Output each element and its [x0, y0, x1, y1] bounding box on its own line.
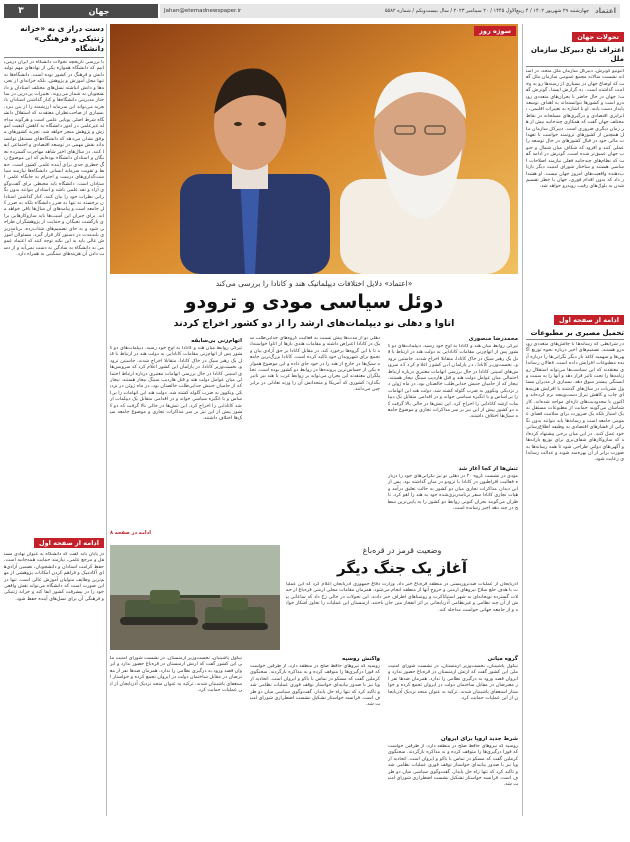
main-subhead: اتاوا و دهلی نو دیپلمات‌های ارشد را از دو کشور اخراج کردند [173, 318, 455, 329]
date-bar [160, 4, 620, 18]
date-line: چهارشنبه ۲۹ شهریور ۱۴۰۲ / ۴ ربیع‌الاول ۱۴۴۵ / ۲۰ سپتامبر ۲۰۲۳ / سال بیست‌ویکم / شماره ۵۵۸۲ [384, 8, 590, 14]
main-kicker: «اعتماد» دلایل اختلافات دیپلماتیک هند و کانادا را بررسی می‌کند [215, 279, 413, 288]
main-headline: دوئل سیاسی مودی و ترودو [184, 291, 444, 313]
right-column [526, 24, 624, 814]
main-body-1: تیرگی روابط میان هند و کانادا به اوج خود رسید. دیپلمات‌های دو کشور پس از اتهام‌زنی مقامات کانادایی به دولت هند در ارتباط با قتل یک رهبر سیک در خاک کانادا، متقابلا اخراج شدند. جاستین ترودو، نخست‌وزیر کانادا، در پارلمان این کشور اعلام کرد که سرویس‌های امنیتی کانادا در حال بررسی اتهامات معتبری درباره ارتباط احتمالی میان عوامل دولت هند و قتل هاردیپ سینگ نیجار هستند. نیجار که از حامیان جنبش جدایی‌طلب خالصتان بود، در ماه ژوئن در نزدیکی ونکوور به ضرب گلوله کشته شد. دولت هند این اتهامات را بی‌اساس و با انگیزه سیاسی خواند و در اقدامی متقابل یک دیپلمات ارشد کانادایی را اخراج کرد. این تنش‌ها در حالی بالا گرفت که دو کشور پیش از این نیز بر سر مذاکرات تجاری و موضوع جامعه سیک‌ها اختلاف داشتند. [388, 344, 518, 420]
page-number-box [4, 4, 38, 18]
column-rule [106, 24, 107, 816]
photo-tag: سوژه روز [474, 26, 516, 36]
column-rule [522, 24, 523, 816]
lower-col-2 [250, 656, 380, 816]
lower-sub-3: شرط جدید اروپا برای ایروان [441, 736, 518, 742]
divider [526, 339, 624, 340]
photo-illustration [110, 24, 518, 274]
main-body-2: دهلی نو از مدت‌ها پیش نسبت به فعالیت گروه‌های جدایی‌طلب سیک در کانادا اعتراض داشته و مقامات هندی بارها از اتاوا خواسته‌اند تا با این گروه‌ها برخورد کند. در مقابل کانادا بر حق آزادی بیان و تجمع برای شهروندان خود تاکید کرده است. کانادا بزرگ‌ترین جامعه سیک‌ها در خارج از هند را در خود جای داده و این موضوع همواره یکی از حساس‌ترین پرونده‌ها در روابط دو کشور بوده است. تحلیلگران معتقدند این بحران می‌تواند بر روابط غرب با هند نیز تاثیر بگذارد؛ کشوری که آمریکا و متحدانش آن را وزنه تعادلی در برابر چین می‌دانند. [250, 336, 380, 393]
mid-heading-2: تنش‌ها از کجا آغاز شد [458, 466, 518, 472]
mid-heading-1: اتهام‌زنی بی‌سابقه [191, 338, 242, 344]
main-body-3: مودی در نشست گروه ۲۰ در دهلی نو نیز نگرانی‌های خود را درباره فعالیت افراطیون در کانادا با ترودو در میان گذاشته بود. پس از این دیدار، مذاکرات تجاری میان دو کشور به حالت تعلیق درآمد و هیات تجاری کانادا سفر برنامه‌ریزی‌شده خود به هند را لغو کرد. ناظران می‌گویند بحران کنونی روابط دو کشور را به پایین‌ترین سطح در چند دهه اخیر رسانده است. [388, 474, 518, 512]
lower-body-b: نیکول پاشینیان، نخست‌وزیر ارمنستان، در نشست شورای امنیت ملی این کشور گفت که ارتش ارمنستان در قره‌باغ حضور ندارد و ایروان قصد ورود به درگیری نظامی را ندارد. همزمان صدها نفر از معترضان در مقابل ساختمان دولت در ایروان تجمع کرده و خواستار استعفای پاشینیان شدند. ترکیه به عنوان متحد نزدیک آذربایجان از این عملیات حمایت کرد. [388, 664, 518, 702]
left-text: با بررسی تاریخچه تحولات دانشگاه در ایران درمی‌یابیم که دانشگاه همواره یکی از نهادهای مهم تولید دانش و فرهنگ در کشور بوده است. دانشگاه‌ها نه تنها محل آموزش و پژوهش، بلکه خزانه‌ای از تجربه‌ها و دانش انباشته نسل‌های مختلف استادان و دانشجویان به شمار می‌روند. تغییرات پی‌درپی در ساختار مدیریتی دانشگاه‌ها و کنار گذاشتن استادان باتجربه می‌تواند این سرمایه ارزشمند را از بین ببرد. بسیاری از صاحب‌نظران معتقدند که استقلال دانشگاه شرط اصلی پویایی علمی است و هرگونه مداخله غیرعلمی در امور دانشگاه به کاهش کیفیت آموزش و پژوهش منجر خواهد شد. تجربه کشورهای موفق نشان می‌دهد که دانشگاه‌های مستقل توانسته‌اند نقش مهمی در توسعه اقتصادی و اجتماعی ایفا کنند. در سال‌های اخیر شاهد مهاجرت گسترده نخبگان و استادان دانشگاه بوده‌ایم که این موضوع زنگ خطری جدی برای آینده علمی کشور است. حفظ و تقویت سرمایه انسانی دانشگاه‌ها نیازمند سیاست‌گذاری‌های درست و احترام به جایگاه علمی استادان است. دانشگاه باید محیطی برای گفت‌وگوی آزاد و نقد علمی باشد و استادان بتوانند بدون نگرانی نظرات خود را بیان کنند. کنار گذاشتن استادان برجسته نه تنها به ضرر دانشگاه بلکه به ضرر کل جامعه است و پیامدهای آن سال‌ها باقی خواهد ماند. برای جبران این آسیب‌ها باید سازوکارهایی برای بازگشت نخبگان و حمایت از پژوهشگران طراحی شود و به جای تصمیم‌های شتاب‌زده، برنامه‌ریزی بلندمدت در دستور کار قرار گیرد. مسئولان آموزش عالی باید به این نکته توجه کنند که اعتماد عمومی به دانشگاه به سادگی به دست نمی‌آید و از دست دادن آن هزینه‌های سنگینی به همراه دارد. [4, 60, 104, 258]
left-column [4, 24, 104, 816]
left-title: دست دراز ی به «خزانه ژنتیکی و فرهنگی» دانشگاه [20, 24, 104, 53]
right-section-tag: تحولات جهان [572, 32, 624, 42]
left-text-2: در پایان باید گفت که دانشگاه به عنوان نهادی مستقل و مرجع علمی، نیازمند حمایت همه‌جانبه است. حفظ کرامت استادان و دانشجویان، تضمین آزادی‌های آکادمیک و فراهم کردن امکانات پژوهشی از مهم‌ترین وظایف متولیان آموزش عالی است. تنها در این صورت است که دانشگاه می‌تواند نقش واقعی خود را در پیشرفت کشور ایفا کند و خزانه ژنتیکی و فرهنگی آن برای نسل‌های آینده حفظ شود. [4, 552, 104, 602]
byline: محمدرضا منصوری [468, 336, 518, 342]
website-link[interactable]: Jahan@etemadnewspaper.ir [164, 8, 242, 14]
lower-kicker: وضعیت قرمز در قره‌باغ [362, 546, 442, 555]
lower-body-a: روسیه که نیروهای حافظ صلح در منطقه دارد، از طرفین خواست که فورا درگیری‌ها را متوقف کرده و به مذاکره بازگردند. سخنگوی کرملین گفت که مسکو در تماس با باکو و ایروان است. اتحادیه اروپا نیز با صدور بیانیه‌ای خواستار توقف فوری عملیات نظامی شد و تاکید کرد که تنها راه حل پایدار، گفت‌وگوی سیاسی میان دو طرف است. فرانسه خواستار تشکیل نشست اضطراری شورای امنیت شد. [250, 664, 380, 708]
lower-sub-2: واکنش روسیه [341, 656, 380, 662]
main-col-3 [110, 336, 242, 536]
main-col-2 [250, 336, 380, 536]
section-title: جهان [88, 6, 110, 16]
lower-body-c: نیکول پاشینیان، نخست‌وزیر ارمنستان، در نشست شورای امنیت ملی این کشور گفت که ارتش ارمنستان در قره‌باغ حضور ندارد و ایروان قصد ورود به درگیری نظامی را ندارد. همزمان صدها نفر از معترضان در مقابل ساختمان دولت در ایروان تجمع کرده و خواستار استعفای پاشینیان شدند. ترکیه به عنوان متحد نزدیک آذربایجان از این عملیات حمایت کرد. [110, 656, 242, 694]
story2-text: در شرایطی که رسانه‌ها با چالش‌های متعددی روبه‌رو هستند، تصمیم‌های اخیر درباره نحوه توزیع آگهی‌ها و سهمیه کاغذ بار دیگر نگرانی‌ها را درباره آینده مطبوعات افزایش داده است. فعالان رسانه‌ای معتقدند که این سیاست‌ها می‌تواند استقلال روزنامه‌ها را تحت تاثیر قرار دهد و آنها را به سمت وابستگی بیشتر سوق دهد. بسیاری از مدیران مسئول نشریات در سال‌های گذشته با افزایش هزینه‌های چاپ و کاهش تیراژ دست‌وپنجه نرم کرده‌اند و اکنون با محدودیت‌های تازه‌ای مواجه شده‌اند. کارشناسان می‌گویند حمایت از مطبوعات مستقل نه یک امتیاز بلکه یک ضرورت برای سلامت فضای عمومی جامعه است و رسانه‌ها باید بتوانند بدون نگرانی از فشارهای اقتصادی به وظیفه اطلاع‌رسانی خود عمل کنند. در این میان برخی پیشنهاد کرده‌اند که سازوکارهای شفاف‌تری برای توزیع یارانه‌ها و آگهی‌های دولتی طراحی شود تا همه رسانه‌ها به صورت برابر از آن بهره‌مند شوند و عدالت رسانه‌ای رعایت شود. [526, 342, 624, 463]
lower-col-1 [388, 656, 518, 816]
story1-text: آنتونیو گوترش، دبیرکل سازمان ملل متحد، در آستانه نشست سالانه مجمع عمومی سازمان ملل گفت که اوضاع جهان در بسیاری از زمینه‌ها رو به وخامت گذاشته است. به گزارش ایسنا، گوترش گفت: جهان در حال حاضر با بحران‌های متعددی روبه‌رو است و کشورها نتوانسته‌اند به اهداف توسعه پایدار دست یابند. او با اشاره به تغییرات اقلیمی، نابرابری اقتصادی و درگیری‌های مسلحانه در نقاط مختلف جهان گفت که همکاری چندجانبه بیش از هر زمان دیگری ضروری است. دبیرکل سازمان ملل همچنین از کشورهای ثروتمند خواست تا تعهدات مالی خود در قبال کشورهای در حال توسعه را عملی کنند و افزود که شکاف میان شمال و جنوب جهان عمیق‌تر شده است. گوترش در ادامه گفت که نظام‌های چندجانبه فعلی نیازمند اصلاحات اساسی هستند و ساختار شورای امنیت دیگر بازتاب‌دهنده واقعیت‌های امروز جهان نیست. او هشدار داد که بدون اقدام فوری، جهان با خطر تقسیم شدن به بلوک‌های رقیب روبه‌رو خواهد شد. [526, 69, 624, 190]
tank-illustration [110, 545, 280, 650]
lower-col-3 [110, 656, 242, 816]
story2-title: تحمیل مصیری بر مطبوعات [530, 329, 624, 337]
lower-body-a2: روسیه که نیروهای حافظ صلح در منطقه دارد، از طرفین خواست که فورا درگیری‌ها را متوقف کرده و به مذاکره بازگردند. سخنگوی کرملین گفت که مسکو در تماس با باکو و ایروان است. اتحادیه اروپا نیز با صدور بیانیه‌ای خواستار توقف فوری عملیات نظامی شد و تاکید کرد که تنها راه حل پایدار، گفت‌وگوی سیاسی میان دو طرف است. فرانسه خواستار تشکیل نشست اضطراری شورای امنیت شد. [388, 744, 518, 788]
lower-intro [286, 582, 518, 652]
masthead-logo: اعتماد [595, 7, 616, 15]
lower-sub-1: گروه میانی [487, 656, 518, 662]
main-col-1 [388, 336, 518, 536]
lower-intro-text: آذربایجان از عملیات ضدتروریستی در منطقه قره‌باغ خبر داد. وزارت دفاع جمهوری آذربایجان اعلام کرد که این عملیات با هدف خلع سلاح نیروهای ارمنی و خروج آنها از منطقه انجام می‌شود. همزمان مقامات محلی ارمنی قره‌باغ از حملات گسترده توپخانه‌ای به شهر استپاناکرت و روستاهای اطراف خبر دادند. این تحولات در حالی رخ داد که ساعاتی پیش از آن چند نظامی و غیرنظامی آذربایجانی بر اثر انفجار مین جان باختند. ارمنستان این عملیات را تجاوز آشکار خواند و از جامعه جهانی خواست مداخله کند. [286, 582, 518, 613]
lower-body [110, 656, 518, 816]
main-photo [110, 24, 518, 274]
main-body [110, 336, 518, 536]
story2-block [526, 307, 624, 842]
lower-photo [110, 545, 280, 650]
story1-title: اعتراف تلخ دبیرکل سازمان ملل [531, 46, 624, 63]
story2-tag: ادامه از صفحه اول [554, 315, 624, 325]
continue-note: ادامه در صفحه ۸ [110, 530, 151, 536]
lower-headline: آغاز یک جنگ دیگر [337, 559, 467, 577]
section-header [40, 4, 158, 18]
divider [526, 66, 624, 67]
left-tag: ادامه از صفحه اول [34, 538, 104, 548]
page-number: ۳ [18, 6, 24, 16]
divider [4, 57, 104, 58]
main-body-1b: تیرگی روابط میان هند و کانادا به اوج خود رسید. دیپلمات‌های دو کشور پس از اتهام‌زنی مقامات کانادایی به دولت هند در ارتباط با قتل یک رهبر سیک در خاک کانادا، متقابلا اخراج شدند. جاستین ترودو، نخست‌وزیر کانادا، در پارلمان این کشور اعلام کرد که سرویس‌های امنیتی کانادا در حال بررسی اتهامات معتبری درباره ارتباط احتمالی میان عوامل دولت هند و قتل هاردیپ سینگ نیجار هستند. نیجار که از حامیان جنبش جدایی‌طلب خالصتان بود، در ماه ژوئن در نزدیکی ونکوور به ضرب گلوله کشته شد. دولت هند این اتهامات را بی‌اساس و با انگیزه سیاسی خواند و در اقدامی متقابل یک دیپلمات ارشد کانادایی را اخراج کرد. این تنش‌ها در حالی بالا گرفت که دو کشور پیش از این نیز بر سر مذاکرات تجاری و موضوع جامعه سیک‌ها اختلاف داشتند. [110, 346, 242, 422]
